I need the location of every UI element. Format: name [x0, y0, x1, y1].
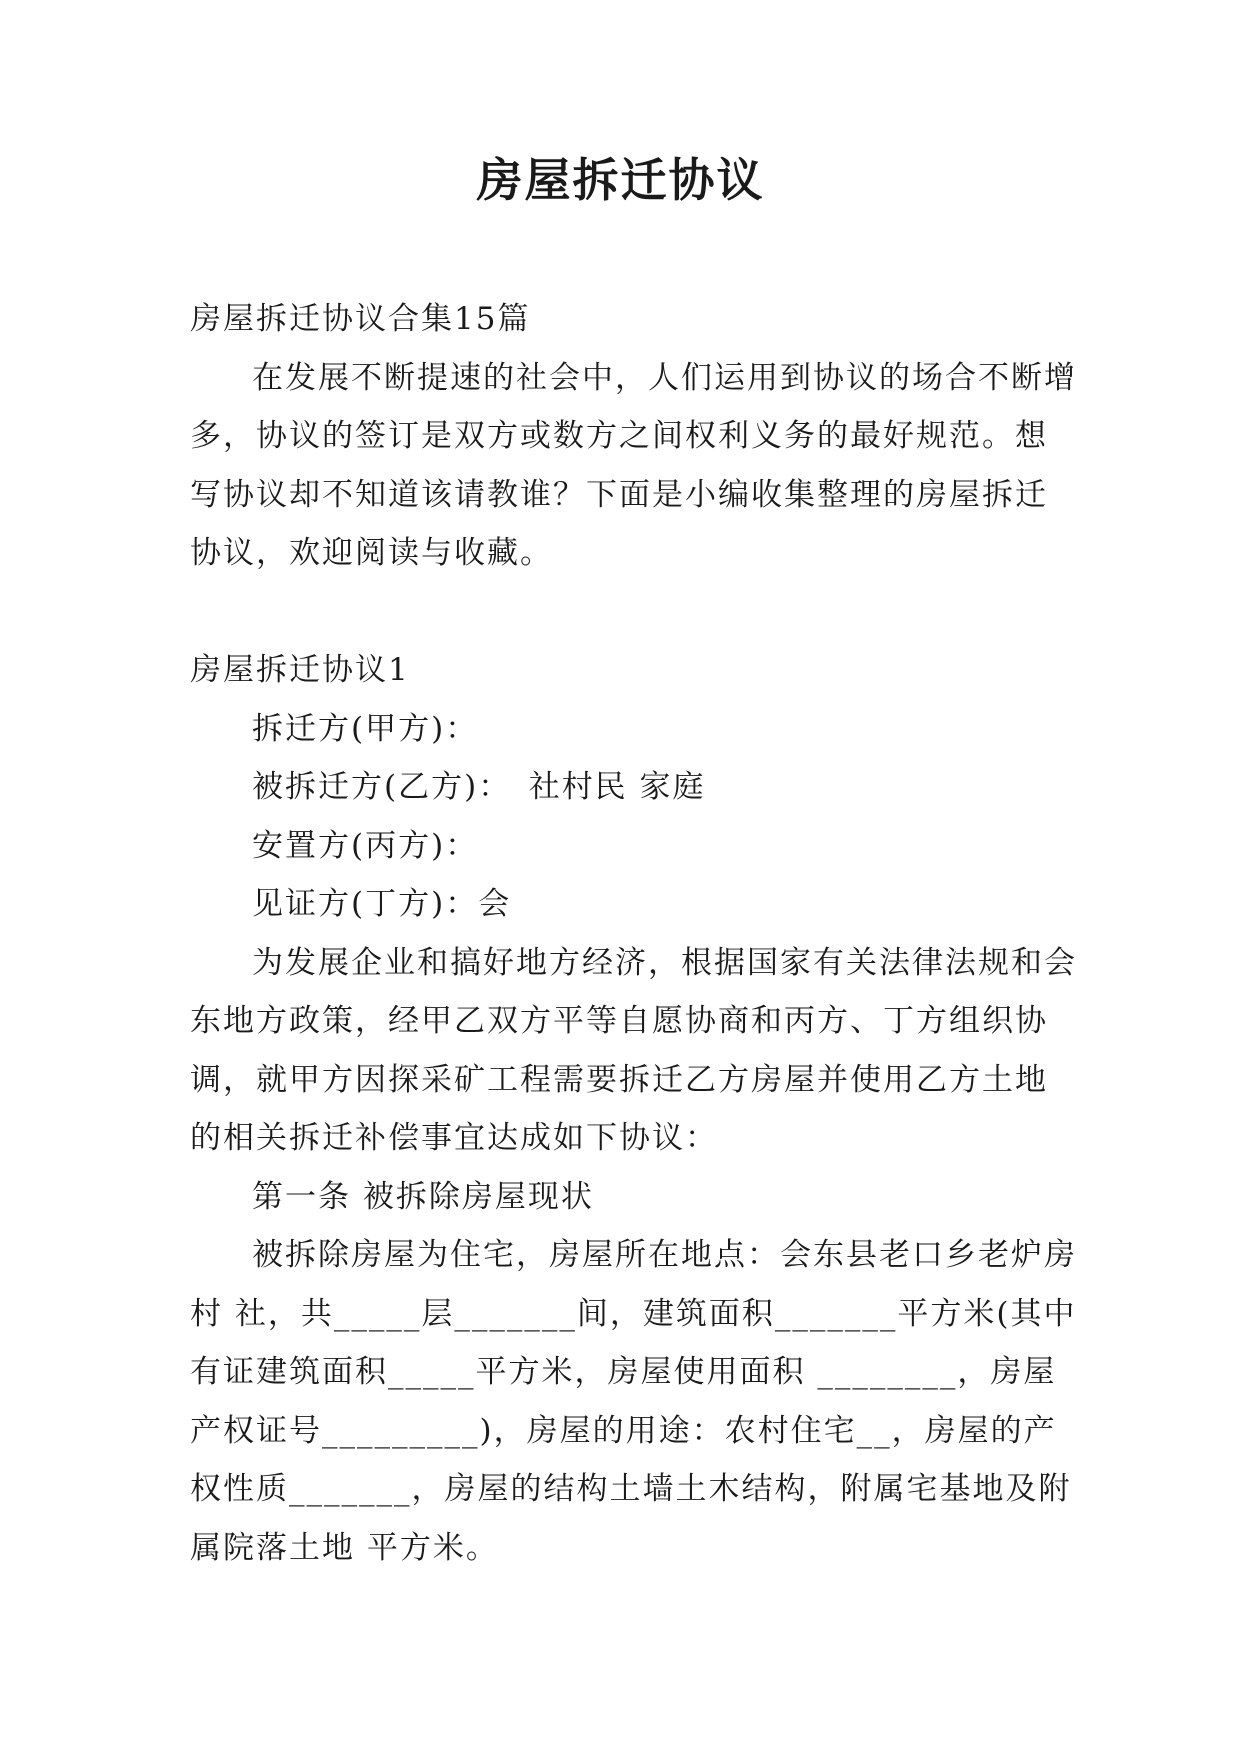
party-b-line: 被拆迁方(乙方)： 社村民 家庭 — [252, 769, 706, 805]
document-body — [190, 290, 1080, 1577]
article-1-heading: 第一条 被拆除房屋现状 — [252, 1178, 594, 1215]
intro-paragraph: 在发展不断提速的社会中，人们运用到协议的场合不断增多，协议的签订是双方或数方之间权利义务的最好规范。想写协议却不知道该请教谁？下面是小编收集整理的房屋拆迁协议，欢迎阅读与收藏。 — [190, 359, 1077, 571]
party-a-line: 拆迁方(甲方)： — [252, 710, 479, 747]
preamble-paragraph: 为发展企业和搞好地方经济，根据国家有关法律法规和会东地方政策，经甲乙双方平等自愿协商和丙方、丁方组织协调，就甲方因探采矿工程需要拆迁乙方房屋并使用乙方土地的相关拆迁补偿事宜达成如下协议： — [190, 944, 1077, 1156]
collection-heading: 房屋拆迁协议合集15篇 — [190, 301, 531, 337]
party-d-line: 见证方(丁方)：会 — [252, 886, 512, 922]
party-c-line: 安置方(丙方)： — [252, 827, 479, 864]
document-title: 房屋拆迁协议 — [476, 153, 765, 207]
paragraph-spacer — [190, 583, 1080, 642]
article-1-body: 被拆除房屋为住宅，房屋所在地点：会东县老口乡老炉房村 社，共_____层_______间，建筑面积_______平方米(其中有证建筑面积_____平方米，房屋使用面积 ________，房屋产权证号_________)，房屋的用途：农村住宅__，房屋的产权性质_______，房屋的结构土墙土木结构，附属宅基地及附属院落土地 平方米。 — [190, 1237, 1077, 1566]
section-heading: 房屋拆迁协议1 — [190, 652, 410, 688]
